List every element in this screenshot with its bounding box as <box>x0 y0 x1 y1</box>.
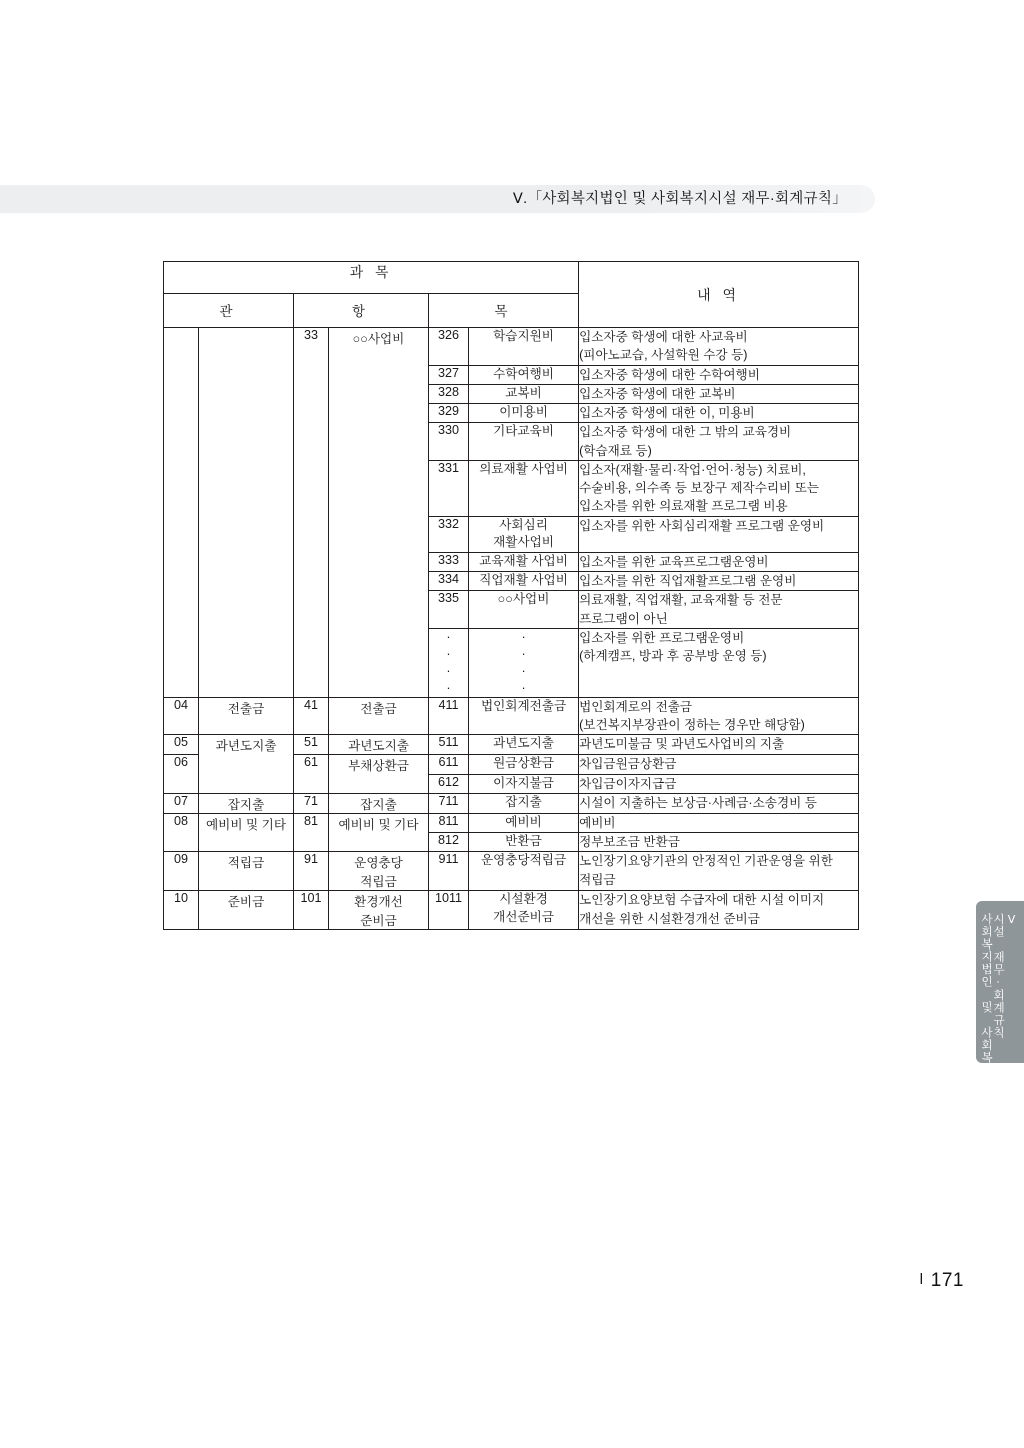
cell-mok-no: 330 <box>429 423 469 461</box>
header-detail: 내 역 <box>579 262 859 328</box>
cell-mok-label: 기타교육비 <box>469 423 579 461</box>
cell-mok-label: 이자지불금 <box>469 774 579 793</box>
cell-mok-label: 반환금 <box>469 833 579 852</box>
cell-mok-label: 의료재활 사업비 <box>469 460 579 516</box>
cell-mok-label: 원금상환금 <box>469 755 579 774</box>
cell-mok-label: 잡지출 <box>469 793 579 813</box>
cell-mok-no: 611 <box>429 755 469 774</box>
cell-mok-no: 612 <box>429 774 469 793</box>
side-section-tab <box>976 901 1024 1077</box>
cell-gwan-no: 08 <box>164 813 199 852</box>
cell-description: 노인장기요양보험 수급자에 대한 시설 이미지 개선을 위한 시설환경개선 준비금 <box>579 891 859 930</box>
cell-gwan-label: 잡지출 <box>199 793 294 813</box>
cell-mok-label: 이미용비 <box>469 404 579 423</box>
cell-description: 입소자를 위한 사회심리재활 프로그램 운영비 <box>579 516 859 552</box>
cell-mok-label: 직업재활 사업비 <box>469 572 579 591</box>
page-header-title: Ⅴ.「사회복지법인 및 사회복지시설 재무·회계규칙」 <box>512 191 847 207</box>
cell-mok-label: · · · · <box>469 628 579 697</box>
cell-hang-label: 전출금 <box>329 697 429 735</box>
cell-mok-label: 시설환경 개선준비금 <box>469 891 579 930</box>
cell-hang-no: 51 <box>294 735 329 755</box>
cell-mok-no: 411 <box>429 697 469 735</box>
cell-mok-no: · · · · <box>429 628 469 697</box>
cell-mok-label: 교육재활 사업비 <box>469 552 579 571</box>
cell-mok-label: 교복비 <box>469 384 579 403</box>
header-col-gwan: 관 <box>164 294 294 328</box>
account-table-container <box>163 261 858 930</box>
cell-hang-label: 예비비 및 기타 <box>329 813 429 852</box>
cell-gwan-label: 준비금 <box>199 891 294 930</box>
cell-description: 입소자중 학생에 대한 수학여행비 <box>579 365 859 384</box>
cell-description: 입소자를 위한 직업재활프로그램 운영비 <box>579 572 859 591</box>
cell-mok-no: 332 <box>429 516 469 552</box>
cell-mok-no: 334 <box>429 572 469 591</box>
cell-description: 입소자중 학생에 대한 그 밖의 교육경비 (학습재료 등) <box>579 423 859 461</box>
cell-hang-label: 환경개선 준비금 <box>329 891 429 930</box>
cell-gwan-label: 예비비 및 기타 <box>199 813 294 852</box>
side-tab-roman: Ⅴ <box>1005 913 1017 928</box>
cell-hang-no: 33 <box>294 328 329 698</box>
cell-description: 노인장기요양기관의 안정적인 기관운영을 위한 적립금 <box>579 852 859 891</box>
cell-mok-no: 326 <box>429 328 469 366</box>
cell-description: 입소자중 학생에 대한 이, 미용비 <box>579 404 859 423</box>
cell-description: 입소자중 학생에 대한 사교육비 (피아노교습, 사설학원 수강 등) <box>579 328 859 366</box>
cell-mok-no: 1011 <box>429 891 469 930</box>
cell-mok-label: 예비비 <box>469 813 579 832</box>
cell-hang-no: 101 <box>294 891 329 930</box>
cell-mok-no: 327 <box>429 365 469 384</box>
cell-mok-no: 711 <box>429 793 469 813</box>
cell-gwan-no: 04 <box>164 697 199 735</box>
page-header-band <box>0 185 875 213</box>
cell-gwan-no: 05 <box>164 735 199 755</box>
table-head <box>164 262 859 328</box>
cell-hang-label: 부채상환금 <box>329 755 429 794</box>
table-row <box>164 697 859 735</box>
account-table <box>163 261 859 930</box>
cell-mok-no: 328 <box>429 384 469 403</box>
cell-mok-no: 812 <box>429 833 469 852</box>
cell-description: 의료재활, 직업재활, 교육재활 등 전문 프로그램이 아닌 <box>579 591 859 629</box>
cell-hang-label: ○○사업비 <box>329 328 429 698</box>
cell-gwan-no: 06 <box>164 755 199 794</box>
cell-description: 입소자를 위한 프로그램운영비 (하계캠프, 방과 후 공부방 운영 등) <box>579 628 859 697</box>
cell-mok-label: 법인회계전출금 <box>469 697 579 735</box>
cell-description: 정부보조금 반환금 <box>579 833 859 852</box>
cell-gwan-no <box>164 328 199 698</box>
cell-mok-no: 329 <box>429 404 469 423</box>
cell-description: 예비비 <box>579 813 859 832</box>
table-row <box>164 735 859 755</box>
side-tab-line-1: 시설 재무·회계규칙 <box>992 913 1004 1039</box>
table-body <box>164 328 859 930</box>
page-number-value: 171 <box>930 1270 964 1291</box>
cell-mok-label: 수학여행비 <box>469 365 579 384</box>
table-row <box>164 891 859 930</box>
cell-mok-label: 운영충당적립금 <box>469 852 579 891</box>
cell-mok-no: 811 <box>429 813 469 832</box>
cell-hang-label: 잡지출 <box>329 793 429 813</box>
table-row <box>164 813 859 832</box>
table-row <box>164 793 859 813</box>
cell-gwan-label <box>199 328 294 698</box>
cell-hang-no: 81 <box>294 813 329 852</box>
cell-description: 차입금원금상환금 <box>579 755 859 774</box>
cell-mok-no: 333 <box>429 552 469 571</box>
cell-mok-no: 335 <box>429 591 469 629</box>
cell-mok-label: ○○사업비 <box>469 591 579 629</box>
cell-description: 입소자(재활·물리·작업·언어·청능) 치료비, 수술비용, 의수족 등 보장구 제작수리비 또는 입소자를 위한 의료재활 프로그램 비용 <box>579 460 859 516</box>
page-number-bar: ǀ <box>919 1271 924 1288</box>
cell-gwan-no: 09 <box>164 852 199 891</box>
cell-hang-no: 61 <box>294 755 329 794</box>
cell-description: 시설이 지출하는 보상금·사례금·소송경비 등 <box>579 793 859 813</box>
header-col-hang: 항 <box>294 294 429 328</box>
cell-mok-label: 사회심리 재활사업비 <box>469 516 579 552</box>
cell-description: 입소자중 학생에 대한 교복비 <box>579 384 859 403</box>
cell-gwan-label: 과년도지출 <box>199 735 294 794</box>
cell-gwan-label: 적립금 <box>199 852 294 891</box>
cell-gwan-label: 전출금 <box>199 697 294 735</box>
cell-gwan-no: 07 <box>164 793 199 813</box>
cell-hang-label: 과년도지출 <box>329 735 429 755</box>
cell-mok-label: 학습지원비 <box>469 328 579 366</box>
header-col-mok: 목 <box>429 294 579 328</box>
cell-description: 법인회계로의 전출금 (보건복지부장관이 정하는 경우만 해당함) <box>579 697 859 735</box>
cell-description: 입소자를 위한 교육프로그램운영비 <box>579 552 859 571</box>
table-row <box>164 328 859 366</box>
side-tab-line-2: 사회복지법인 및 사회복지 <box>980 913 992 1077</box>
cell-hang-label: 운영충당 적립금 <box>329 852 429 891</box>
cell-mok-label: 과년도지출 <box>469 735 579 755</box>
cell-description: 과년도미불금 및 과년도사업비의 지출 <box>579 735 859 755</box>
cell-hang-no: 71 <box>294 793 329 813</box>
cell-hang-no: 91 <box>294 852 329 891</box>
cell-mok-no: 511 <box>429 735 469 755</box>
page-number <box>919 1270 964 1292</box>
cell-gwan-no: 10 <box>164 891 199 930</box>
cell-mok-no: 331 <box>429 460 469 516</box>
table-row <box>164 852 859 891</box>
cell-hang-no: 41 <box>294 697 329 735</box>
table-header-row-1 <box>164 262 859 294</box>
cell-mok-no: 911 <box>429 852 469 891</box>
cell-description: 차입금이자지급금 <box>579 774 859 793</box>
header-group-subject: 과 목 <box>164 262 579 294</box>
